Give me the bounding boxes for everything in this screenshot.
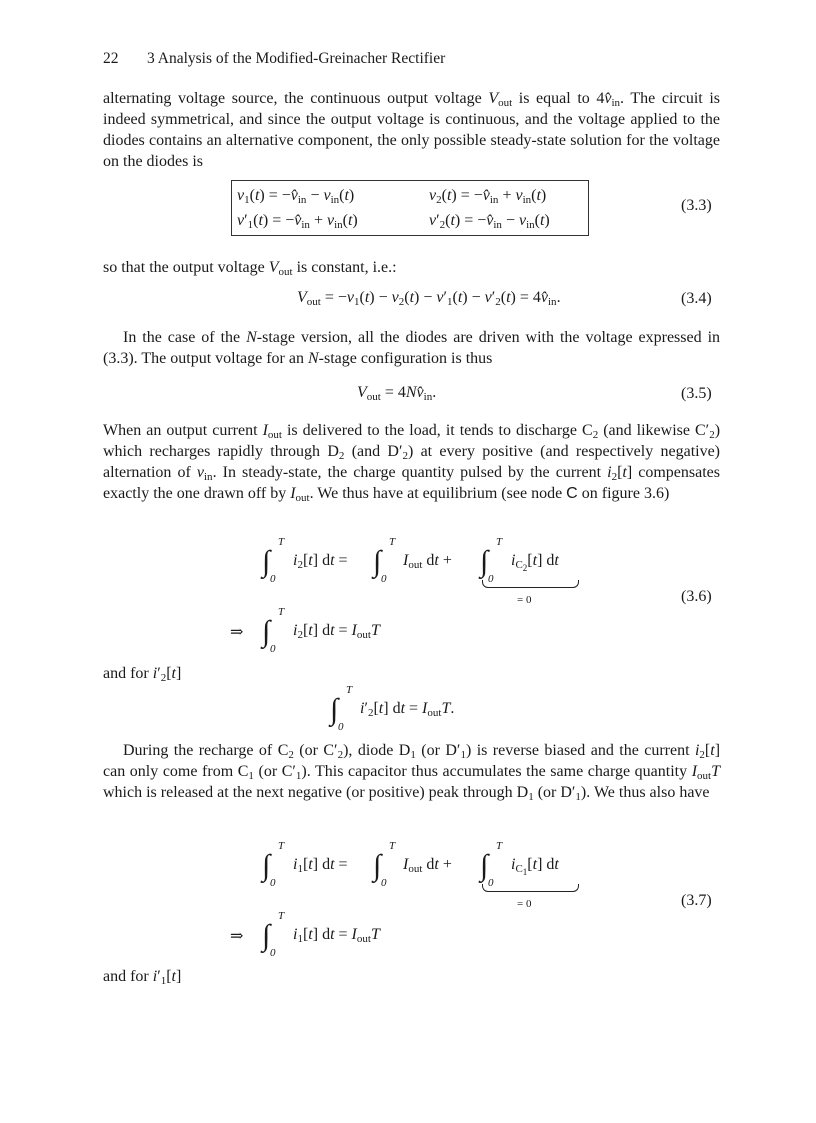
paragraph-recharge: During the recharge of $C_2$ (or $C'_2$), diode $D_1$ (or $D'_1$) is reverse biased and the current $i_2[t]$ can only come from $C_1$ (or $C'_1$). This capacitor thus accumulates the same charge quantity $I_{out}T$ which is released at the next negative (or positive) peak through $D_1$ (or $D'_1$). We thus also have xyxy=(103,742,721,803)
equation-number-3-5: (3.5) xyxy=(681,385,712,402)
running-header xyxy=(103,50,445,68)
document-page: 22 3 Analysis of the Modified-Greinacher Rectifier alternating voltage source, the continuous output voltage $V_{out}$ is equal to $4v̂_{in}$. The circuit is indeed symmetrical, and since the output voltage is continuous, and the voltage applied to the diodes contains an alternative component, the only possible steady-state solution for the voltage on the diodes is $v_1(t)$ = $-v̂_{in} - v_{in}(t)$ $v_2(t)$ = $-v̂_{in} + v_{in}(t)$ $v'_1(t)$ = $-v̂_{in} + v_{in}(t)$ $v'_2(t)$ = $-v̂_{in} - v_{in}(t)$ (3.3) so that the output voltage $V_{out}$ is constant, i.e.: $V_{out} = -v_1(t) - v_2(t) - v'_1(t) - v'_2(t)$ = $4v̂_{in}$. (3.4) In the case of the N-stage version, all the diodes are driven with the voltage expressed in (3.3). The output voltage for an N-stage configuration is thus $V_{out}$ = $4Nv̂_{in}$. (3.5) When an output current $I_{out}$ is delivered to the load, it tends to discharge $C_2$ (and likewise $C'_2$) which recharges rapidly through $D_2$ (and $D'_2$) at every positive (and respectively negative) alternation of $v_{in}$. In steady-state, the charge quantity pulsed by the current $i_2[t]$ compensates exactly the one drawn off by $I_{out}$. We thus have at equilibrium (see node C on figure 3.6) ∫ T 0 $i_2[t]$ dt = ∫ T 0 $I_{out}$ dt + ∫ T 0 $i_{C_2}[t]$ dt = 0 ⇒ ∫ T 0 $i_2[t]$ dt = $I_{out}T$ (3.6) and for $i'_2[t]$ ∫ T 0 $i'_2[t]$ dt = $I_{out}T$. During the recharge of $C_2$ (or $C'_2$), diode $D_1$ (or $D'_1$) is reverse biased and the current $i_2[t]$ can only come from $C_1$ (or $C'_1$). This capacitor thus accumulates the same charge quantity $I_{out}T$ which is released at the next negative (or positive) peak through $D_1$ (or $D'_1$). We thus also have ∫ T 0 $i_1[t]$ dt = ∫ T 0 $I_{out}$ dt + ∫ T 0 $i_{C_1}[t]$ dt = 0 ⇒ ∫ T 0 $i_1[t]$ dt = $I_{out}T$ (3.7) and for $i'_1[t]$ xyxy=(103,50,721,987)
equation-3-4: $V_{out} = -v_1(t) - v_2(t) - v'_1(t) - v'_2(t)$ = $4v̂_{in}$. xyxy=(297,289,561,308)
equation-3-5: $V_{out}$ = $4Nv̂_{in}$. xyxy=(357,384,437,403)
text-and-for-i2-prime: and for $i'_2[t]$ xyxy=(103,665,182,684)
equation-3-3-box: $v_1(t)$ = $-v̂_{in} - v_{in}(t)$ $v_2(t)$ = $-v̂_{in} + v_{in}(t)$ $v'_1(t)$ = $-v̂_{in} + v_{in}(t)$ $v'_2(t)$ = $-v̂_{in} - v_{in}(t)$ xyxy=(231,180,589,236)
paragraph-intro: alternating voltage source, the continuous output voltage $V_{out}$ is equal to $4v̂_{in}$. The circuit is indeed symmetrical, and since the output voltage is continuous, and the voltage applied to the diodes contains an alternative component, the only possible steady-state solution for the voltage on the diodes is xyxy=(103,90,721,170)
page-number: 22 xyxy=(103,50,119,67)
paragraph-output-constant: so that the output voltage $V_{out}$ is constant, i.e.: xyxy=(103,259,397,278)
equation-number-3-6: (3.6) xyxy=(681,588,712,605)
equation-number-3-7: (3.7) xyxy=(681,892,712,909)
text-and-for-i1-prime: and for $i'_1[t]$ xyxy=(103,968,182,987)
paragraph-n-stage: In the case of the N-stage version, all the diodes are driven with the voltage expressed in (3.3). The output voltage for an N-stage configuration is thus xyxy=(103,329,721,367)
equation-number-3-3: (3.3) xyxy=(681,197,712,214)
running-title: 3 Analysis of the Modified-Greinacher Rectifier xyxy=(147,50,446,67)
equation-number-3-4: (3.4) xyxy=(681,290,712,307)
paragraph-output-current: When an output current $I_{out}$ is delivered to the load, it tends to discharge $C_2$ (and likewise $C'_2$) which recharges rapidly through $D_2$ (and $D'_2$) at every positive (and respectively negative) alternation of $v_{in}$. In steady-state, the charge quantity pulsed by the current $i_2[t]$ compensates exactly the one drawn off by $I_{out}$. We thus have at equilibrium (see node C on figure 3.6) xyxy=(103,422,721,504)
